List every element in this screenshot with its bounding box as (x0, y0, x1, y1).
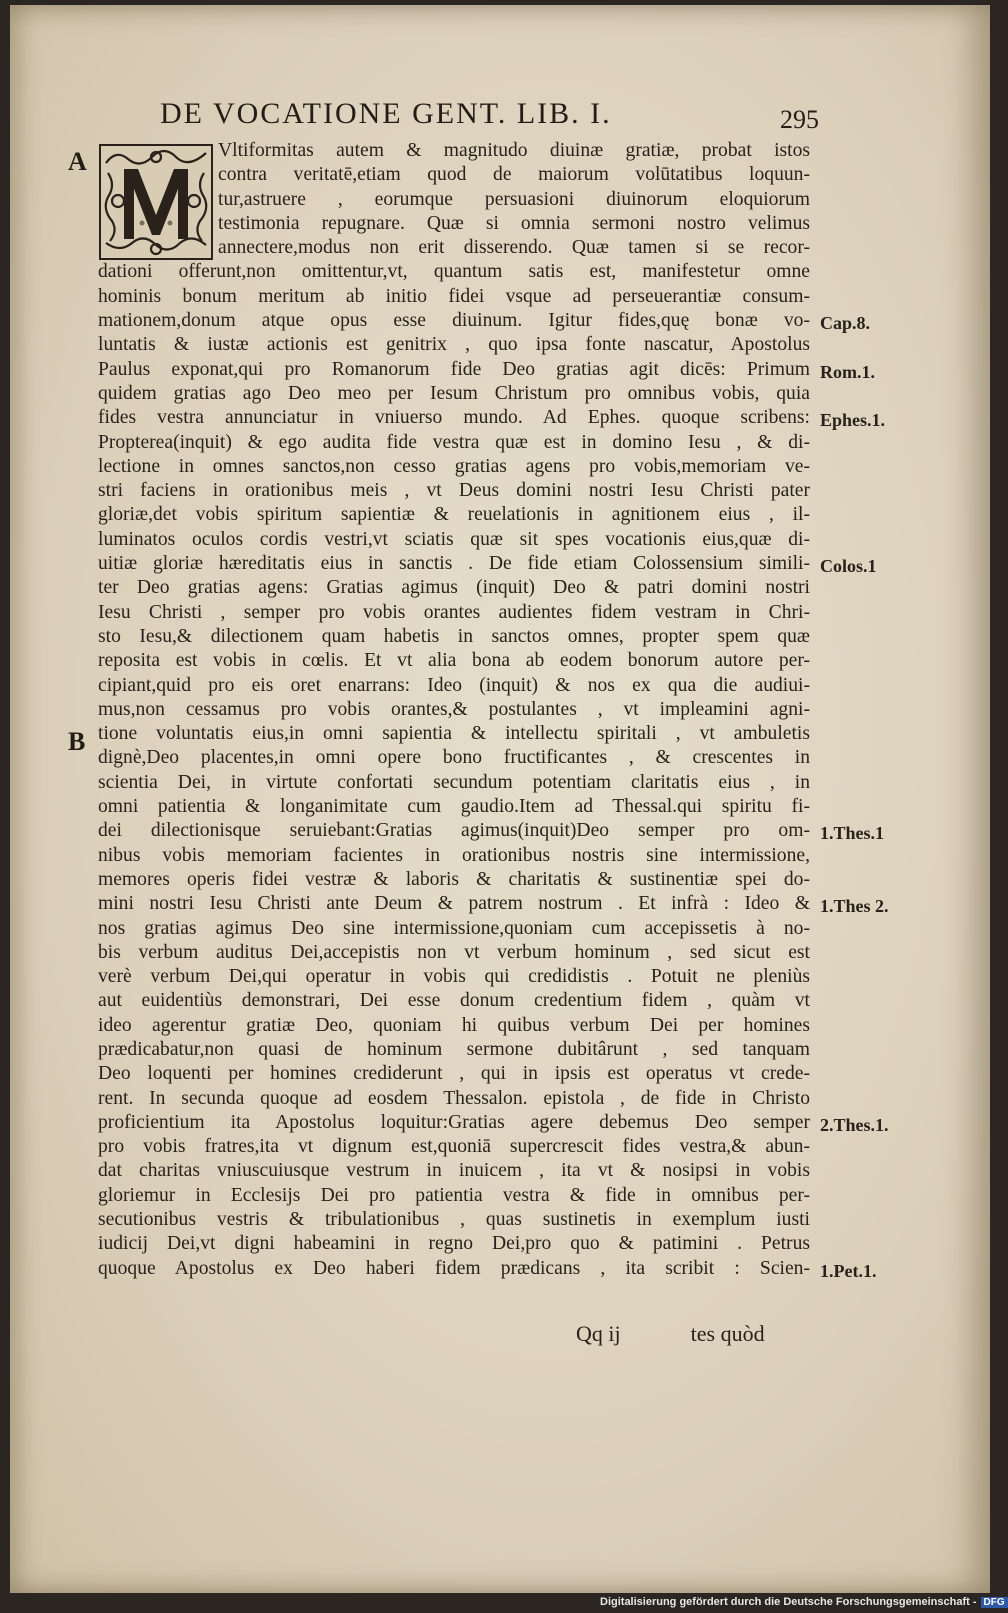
text-line: iudicij Dei,vt digni habeamini in regno Dei,pro quo & patimini . Petrus (98, 1233, 810, 1255)
text-line: hominis bonum meritum ab initio fidei vsque ad perseuerantiæ consum- (98, 285, 810, 307)
text-line: prædicabatur,non quasi de hominum sermone dubitârunt , sed tanquam (98, 1038, 810, 1060)
text-line: luminatos oculos cordis vestri,vt sciatis quæ sit spes vocationis eius,quæ di- (98, 528, 810, 550)
text-line: annectere,modus non erit disserendo. Quæ tamen si se recor- (218, 237, 810, 259)
text-line: mini nostri Iesu Christi ante Deum & patrem nostrum . Et infrà : Ideo & (98, 893, 810, 915)
text-line: stri faciens in orationibus meis , vt Deus domini nostri Iesu Christi pater (98, 480, 810, 502)
text-line: nos gratias agimus Deo sine intermissione,quoniam cum accepissetis à no- (98, 917, 810, 939)
text-line: verè verbum Dei,qui operatur in vobis qui credidistis . Potuit ne pleniùs (98, 966, 810, 988)
text-line: reposita est vobis in cœlis. Et vt alia bona ab eodem bonorum autore per- (98, 650, 810, 672)
text-line: dationi offerunt,non omittentur,vt, quantum satis est, manifestetur omne (98, 261, 810, 283)
text-line: mus,non cessamus pro vobis orantes,& postulantes , vt impleamini agni- (98, 698, 810, 720)
section-mark-b: B (68, 727, 86, 756)
margin-note: 1.Pet.1. (820, 1260, 877, 1281)
text-line: testimonia repugnare. Quæ si omnia sermoni nostro velimus (218, 212, 810, 234)
text-line: cipiant,quid pro eis oret enarrans: Ideo (inquit) & nos ex qua die audiui- (98, 674, 810, 696)
book-page (10, 5, 990, 1593)
text-line: Deo loquenti per homines crediderunt , qui in ipsis est operatus vt crede- (98, 1063, 810, 1085)
text-line: nibus vobis memoriam facientes in orationibus nostris sine intermissione, (98, 844, 810, 866)
digitization-footer (600, 1596, 1005, 1612)
text-line: contra veritatē,etiam quod de maiorum volūtatibus loquun- (218, 164, 810, 186)
text-line: memores operis fidei vestræ & laboris & charitatis & sustinentiæ spei do- (98, 868, 810, 890)
text-line: tione voluntatis eius,in omni sapientia & intellectu spiritali , vt ambuletis (98, 723, 810, 745)
text-line: aut euidentiùs demonstrari, Dei esse donum credentium fidem , quàm vt (98, 990, 810, 1012)
text-line: ter Deo gratias agens: Gratias agimus (inquit) Deo & patri domini nostri (98, 577, 810, 599)
text-line: dignè,Deo placentes,in omni opere bono fructificantes , & crescentes in (98, 747, 810, 769)
signature-line (576, 1321, 765, 1347)
text-line: rent. In secunda quoque ad eosdem Thessalon. epistola , de fide in Christo (98, 1087, 810, 1109)
page-number: 295 (780, 105, 819, 134)
margin-note: Colos.1 (820, 556, 877, 577)
margin-note: 1.Thes 2. (820, 896, 889, 917)
body-text (98, 139, 810, 1281)
section-mark-a: A (68, 147, 87, 176)
text-line: lectione in omnes sanctos,non cesso gratias agens pro vobis,memoriam ve- (98, 455, 810, 477)
footer-text: Digitalisierung gefördert durch die Deutsche Forschungsgemeinschaft - (600, 1596, 977, 1608)
text-line: sto Iesu,& dilectionem quam habetis in sanctos omnes, propter spem quæ (98, 625, 810, 647)
text-line: gloriæ,det vobis spiritum sapientiæ & reuelationis in agnitionem eius , il- (98, 504, 810, 526)
text-line: luntatis & iustæ actionis est genitrix , quo ipsa fonte nascatur, Apostolus (98, 334, 810, 356)
margin-note: Cap.8. (820, 313, 871, 334)
catchword: tes quòd (690, 1321, 765, 1346)
text-line: Propterea(inquit) & ego audita fide vestra quæ est in domino Iesu , & di- (98, 431, 810, 453)
text-line: scientia Dei, in virtute confortati secundum potentiam claritatis eius , in (98, 771, 810, 793)
text-line: mationem,donum atque opus esse diuinum. Igitur fides,quę bonæ vo- (98, 310, 810, 332)
text-line: pro vobis fratres,ita vt dignum est,quoniā supercrescit fides vestra,& abun- (98, 1136, 810, 1158)
text-line: gloriemur in Ecclesijs Dei pro patientia vestra & fide in omnibus per- (98, 1184, 810, 1206)
text-line: dei dilectionisque seruiebant:Gratias agimus(inquit)Deo semper pro om- (98, 820, 810, 842)
dfg-logo: DFG (981, 1597, 1008, 1608)
text-line: proficientium ita Apostolus loquitur:Gratias agere debemus Deo semper (98, 1111, 810, 1133)
text-line: quidem gratias ago Deo meo per Iesum Christum pro omnibus vobis, quia (98, 382, 810, 404)
margin-note: Ephes.1. (820, 410, 886, 431)
text-line: uitiæ gloriæ hæreditatis eius in sanctis . De fide etiam Colossensium simili- (98, 553, 810, 575)
margin-note: 2.Thes.1. (820, 1115, 889, 1135)
text-line: Vltiformitas autem & magnitudo diuinæ gratiæ, probat istos (218, 140, 810, 161)
running-title: DE VOCATIONE GENT. LIB. I. (160, 97, 612, 130)
margin-note: Rom.1. (820, 361, 875, 382)
signature-mark: Qq ij (576, 1321, 621, 1346)
margin-note: 1.Thes.1 (820, 823, 885, 844)
text-line: ideo agerentur gratiæ Deo, quoniam hi quibus verbum Dei per homines (98, 1014, 810, 1036)
text-line: Iesu Christi , semper pro vobis orantes audientes fidem vestram in Chri- (98, 601, 810, 623)
text-line: tur,astruere , eorumque persuasioni diuinorum eloquiorum (218, 188, 810, 210)
text-line: omni patientia & longanimitate cum gaudio.Item ad Thessal.qui spiritu fi- (98, 796, 810, 818)
text-line: secutionibus vestris & tribulationibus , quas sustinetis in exemplum iusti (98, 1209, 810, 1231)
text-line: Paulus exponat,qui pro Romanorum fide Deo gratias agit dicēs: Primum (98, 358, 810, 380)
text-line: quoque Apostolus ex Deo haberi fidem prædicans , ita scribit : Scien- (98, 1257, 810, 1279)
text-line: bis verbum auditus Dei,accepistis non vt verbum hominum , sed sicut est (98, 941, 810, 963)
text-line: dat charitas vniuscuiusque vestrum in inuicem , ita vt & nosipsi in vobis (98, 1160, 810, 1182)
text-line: fides vestra annunciatur in vniuerso mundo. Ad Ephes. quoque scribens: (98, 407, 810, 429)
